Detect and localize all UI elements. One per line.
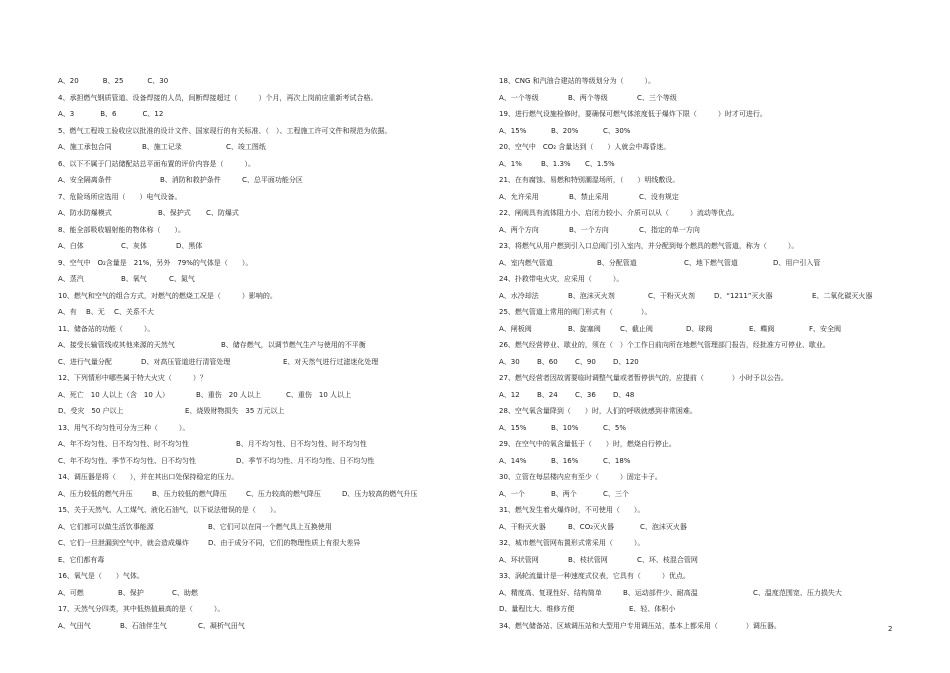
option-text: C、1.5% — [585, 159, 615, 168]
option-text: C、竣工图纸 — [226, 143, 266, 151]
option-text: F、安全阀 — [809, 324, 842, 333]
option-text: B、储存燃气，以调节燃气生产与使用的不平衡 — [221, 341, 366, 349]
text-line — [58, 585, 448, 602]
question-text: 6、以下不属于门站储配站总平面布置的评价内容是（ ）。 — [58, 159, 255, 168]
text-line — [58, 535, 448, 552]
text-line — [58, 403, 448, 420]
text-line — [58, 387, 448, 404]
text-line — [58, 337, 448, 354]
option-text: B、无 — [86, 308, 105, 316]
option-text: B、1.3% — [541, 159, 571, 168]
option-text: C、关系不大 — [114, 308, 154, 316]
option-text: A、室内燃气管道 — [499, 258, 553, 267]
text-line — [58, 436, 448, 453]
option-text: A、20 — [58, 77, 79, 85]
text-line — [58, 271, 448, 288]
question-text: 18、CNG 和汽油合建站的等级划分为（ ）。 — [499, 77, 656, 85]
text-line — [58, 618, 448, 635]
option-text: B、枝状管网 — [568, 555, 608, 564]
option-text: C、没有规定 — [639, 192, 679, 201]
option-text: C、灰体 — [121, 242, 147, 250]
text-line — [499, 288, 899, 305]
option-text: C、30 — [147, 77, 169, 85]
option-text: A、可燃 — [58, 588, 84, 597]
question-text: 12、下列情形中哪些属于特大火灾（ ）？ — [58, 374, 207, 382]
question-text: 33、涡轮流量计是一种速度式仪表，它具有（ ）优点。 — [499, 572, 690, 580]
option-text: B、月不均匀性、日不均匀性、时不均匀性 — [236, 440, 367, 448]
question-text: 11、储备站的功能（ ）。 — [58, 324, 155, 333]
text-line — [58, 453, 448, 470]
option-text: C、36 — [575, 390, 596, 399]
question-text: 23、将燃气从用户燃到引入口总阀门引入室内，并分配到每个燃具的燃气管道，称为（ ）。 — [499, 242, 799, 250]
question-text: 29、在空气中的氧含量低于（ ）时，燃烧自行停止。 — [499, 440, 676, 448]
text-line — [499, 486, 899, 503]
option-text: C、压力较高的燃气降压 — [246, 489, 321, 498]
option-text: C、助燃 — [172, 588, 198, 597]
option-text: C、地下燃气管道 — [684, 258, 738, 267]
option-text: A、它们都可以做生活饮事能源 — [58, 522, 154, 531]
option-text: D、球阀 — [686, 324, 713, 333]
text-line — [58, 354, 448, 371]
text-line — [499, 552, 899, 569]
option-text: A、3 — [58, 110, 75, 118]
text-line — [499, 90, 899, 107]
question-text: 25、燃气管道上常用的阀门形式有（ ）。 — [499, 308, 652, 316]
option-text: A、闸板阀 — [499, 324, 532, 333]
option-text: B、20% — [551, 126, 579, 135]
question-text: 14、调压器是将（ ），并在其出口处保持稳定的压力。 — [58, 473, 239, 481]
option-text: A、精度高、复现性好、结构简单 — [499, 588, 602, 597]
text-line — [499, 189, 899, 206]
option-text: A、水冷却法 — [499, 291, 539, 300]
option-text: B、保护 — [118, 588, 144, 597]
option-text: A、一个 — [499, 489, 525, 498]
option-text: B、它们可以在同一个燃气具上互换使用 — [208, 522, 332, 531]
option-text: A、干粉灭火器 — [499, 522, 546, 531]
option-text: C、氮气 — [169, 275, 195, 283]
option-text: C、防爆式 — [206, 209, 239, 217]
text-line — [58, 139, 448, 156]
option-text: C、环、枝混合管网 — [637, 555, 698, 564]
option-text: C、12 — [142, 110, 164, 118]
option-text: B、CO₂灭火器 — [568, 522, 615, 531]
option-text: B、60 — [537, 357, 558, 366]
option-text: B、泡沫灭火剂 — [568, 291, 615, 300]
option-text: C、90 — [575, 357, 596, 366]
option-text: A、允许采用 — [499, 192, 539, 201]
option-text: D、“1211”灭火器 — [714, 291, 773, 300]
option-text: A、年不均匀性、日不均匀性、时不均匀性 — [58, 440, 189, 448]
option-text: A、压力较低的燃气升压 — [58, 489, 133, 498]
question-text: 19、进行燃气设施检修时，要确保可燃气体浓度低于爆炸下限（ ）时才可进行。 — [499, 110, 767, 118]
option-text: C、5% — [603, 423, 626, 432]
text-line — [58, 205, 448, 222]
option-text: B、石油伴生气 — [120, 621, 167, 630]
option-text: D、用户引入管 — [773, 258, 821, 267]
question-text: 34、燃气储备站、区域调压站和大型用户专用调压站，基本上都采用（ ）调压器。 — [499, 621, 781, 630]
option-text: B、消防和救护条件 — [160, 176, 221, 184]
right-column — [499, 73, 899, 634]
option-text: E、对天然气进行过滤迷化处理 — [283, 357, 379, 366]
text-line — [499, 123, 899, 140]
text-line — [58, 172, 448, 189]
option-text: C、三个等级 — [637, 93, 677, 102]
text-line — [58, 304, 448, 321]
option-text: B、一个方向 — [569, 225, 609, 234]
option-text: A、12 — [499, 390, 520, 399]
text-line — [499, 156, 899, 173]
option-text: B、16% — [551, 456, 579, 465]
question-text: 8、能全部吸收辐射能的物体称（ ）。 — [58, 225, 185, 234]
option-text: A、接受长输管线或其他来源的天然气 — [58, 341, 175, 349]
option-text: C、进行气量分配 — [58, 357, 112, 366]
option-text: D、由于成分不同，它们的物理性质上有很大差异 — [208, 539, 361, 547]
text-line — [499, 321, 899, 338]
text-line — [499, 601, 899, 618]
option-text: B、重伤 20 人以上 — [196, 390, 261, 399]
question-text: 5、燃气工程竣工验收应以批准的设计文件、国家现行的有关标准、（ ）、工程施工许可文件和规范为依据。 — [58, 126, 392, 135]
option-text: D、48 — [613, 390, 635, 399]
option-text: B、25 — [102, 77, 124, 85]
option-text: C、三个 — [603, 489, 629, 498]
option-text: C、指定的单一方向 — [639, 225, 700, 234]
text-line — [499, 453, 899, 470]
question-text: 22、闸阀具有流体阻力小、启闭力较小、介质可以从（ ）流动等优点。 — [499, 209, 739, 217]
option-text: A、15% — [499, 423, 527, 432]
question-text: 4、承担燃气钢质管道、设备焊接的人员，间断焊接超过（ ）个月，再次上岗前应重新考试合格。 — [58, 93, 378, 102]
option-text: B、6 — [100, 110, 117, 118]
option-text: E、烧毁财物损失 35 万元以上 — [185, 407, 285, 415]
text-line — [499, 519, 899, 536]
option-text: A、30 — [499, 357, 520, 366]
text-line — [499, 255, 899, 272]
option-text: C、温度范围宽、压力损失大 — [753, 588, 842, 597]
question-text: 28、空气氧含量降到（ ）时，人们的呼吸就感到非常困难。 — [499, 407, 697, 415]
option-text: D、120 — [613, 357, 639, 366]
option-text: B、两个等级 — [568, 93, 608, 102]
option-text: E、蝶阀 — [749, 324, 775, 333]
option-text: A、安全隔离条件 — [58, 176, 112, 184]
question-text: 26、燃气经营停业、歇业的，须在（ ）个工作日前向所在地燃气管理部门报告，经批准方可停业、歇业。 — [499, 341, 830, 349]
option-text: A、14% — [499, 456, 527, 465]
text-line — [58, 486, 448, 503]
option-text: B、施工记录 — [142, 143, 182, 151]
option-text: C、年不均匀性、季节不均匀性、日不均匀性 — [58, 456, 196, 465]
question-text: 20、空气中 CO₂ 含量达到（ ）人就会中毒昏迷。 — [499, 143, 671, 151]
text-line — [58, 552, 448, 569]
option-text: C、18% — [603, 456, 631, 465]
option-text: A、白体 — [58, 242, 84, 250]
option-text: E、二氧化碳灭火器 — [812, 291, 873, 300]
option-text: B、10% — [551, 423, 579, 432]
option-text: E、轻、体积小 — [629, 605, 676, 613]
text-line — [499, 222, 899, 239]
question-text: 24、扑救带电火灾，应采用（ ）。 — [499, 275, 624, 283]
option-text: A、15% — [499, 126, 527, 135]
option-text: D、季节不均匀性、月不均匀性、日不均匀性 — [236, 456, 375, 465]
text-line — [58, 106, 448, 123]
option-text: A、一个等级 — [499, 93, 539, 102]
option-text: C、总平面功能分区 — [242, 176, 303, 184]
option-text: A、两个方向 — [499, 225, 539, 234]
option-text: D、对高压管道进行清管处理 — [141, 357, 231, 366]
question-text: 21、在有腐蚀、易燃和特别潮湿场所，（ ）明线敷设。 — [499, 176, 680, 184]
option-text: A、防水防爆模式 — [58, 209, 112, 217]
option-text: C、干粉灭火剂 — [648, 291, 695, 300]
option-text: A、有 — [58, 308, 77, 316]
text-line — [58, 73, 448, 90]
option-text: C、泡沫灭火器 — [640, 522, 687, 531]
option-text: D、压力较高的燃气升压 — [342, 489, 418, 498]
question-text: 30、立管在每层楼内应有至少（ ）固定卡子。 — [499, 473, 662, 481]
left-column — [58, 73, 448, 634]
option-text: A、施工承包合同 — [58, 143, 112, 151]
text-line — [58, 238, 448, 255]
option-text: A、蒸汽 — [58, 275, 84, 283]
question-text: 15、关于天然气、人工煤气、液化石油气，以下说法错误的是（ ）。 — [58, 506, 281, 514]
question-text: 17、天然气分四类，其中低热值最高的是（ ）。 — [58, 605, 225, 613]
question-text: 9、空气中 O₂含量是 21%，另外 79%的气体是（ ）。 — [58, 258, 253, 267]
option-text: E、它们都有毒 — [58, 555, 105, 564]
question-text: 7、危险场所应选用（ ）电气设备。 — [58, 192, 182, 201]
text-line — [499, 354, 899, 371]
question-text: 27、燃气经营者因故需要临时调整气量或者暂停供气的，应提前（ ）小时予以公告。 — [499, 374, 788, 382]
option-text: D、量程比大、维修方便 — [499, 605, 575, 613]
option-text: C、截止阀 — [620, 324, 653, 333]
option-text: B、旋塞阀 — [568, 324, 601, 333]
page-number: 2 — [888, 625, 893, 633]
question-text: 13、用气不均匀性可分为三种（ ）。 — [58, 423, 190, 432]
option-text: B、保护式 — [158, 209, 191, 217]
option-text: B、氧气 — [121, 275, 147, 283]
option-text: C、它们一旦泄漏到空气中，就会造成爆炸 — [58, 539, 189, 547]
question-text: 10、燃气和空气的组合方式，对燃气的燃烧工况是（ ）影响的。 — [58, 291, 277, 300]
option-text: D、黑体 — [176, 242, 203, 250]
option-text: C、重伤 10 人以上 — [286, 390, 352, 399]
option-text: B、禁止采用 — [569, 192, 609, 201]
option-text: B、运动部件少、耐高温 — [623, 588, 698, 597]
option-text: A、气田气 — [58, 621, 91, 630]
text-line — [499, 420, 899, 437]
option-text: B、分配管道 — [597, 258, 637, 267]
option-text: D、受灾 50 户以上 — [58, 407, 124, 415]
option-text: A、环状管网 — [499, 555, 539, 564]
option-text: B、压力较低的燃气降压 — [152, 489, 227, 498]
option-text: B、24 — [537, 390, 558, 399]
option-text: C、30% — [603, 126, 631, 135]
question-text: 32、城市燃气管网布置形式常采用（ ）。 — [499, 539, 645, 547]
text-line — [58, 519, 448, 536]
question-text: 31、燃气发生着火爆炸时，不可使用（ ）。 — [499, 506, 645, 514]
option-text: A、死亡 10 人以上（含 10 人） — [58, 390, 170, 399]
text-line — [499, 387, 899, 404]
option-text: A、1% — [499, 159, 522, 168]
option-text: B、两个 — [551, 489, 577, 498]
question-text: 16、氧气是（ ）气体。 — [58, 572, 144, 580]
option-text: C、凝析气田气 — [198, 621, 245, 630]
text-line — [499, 585, 899, 602]
